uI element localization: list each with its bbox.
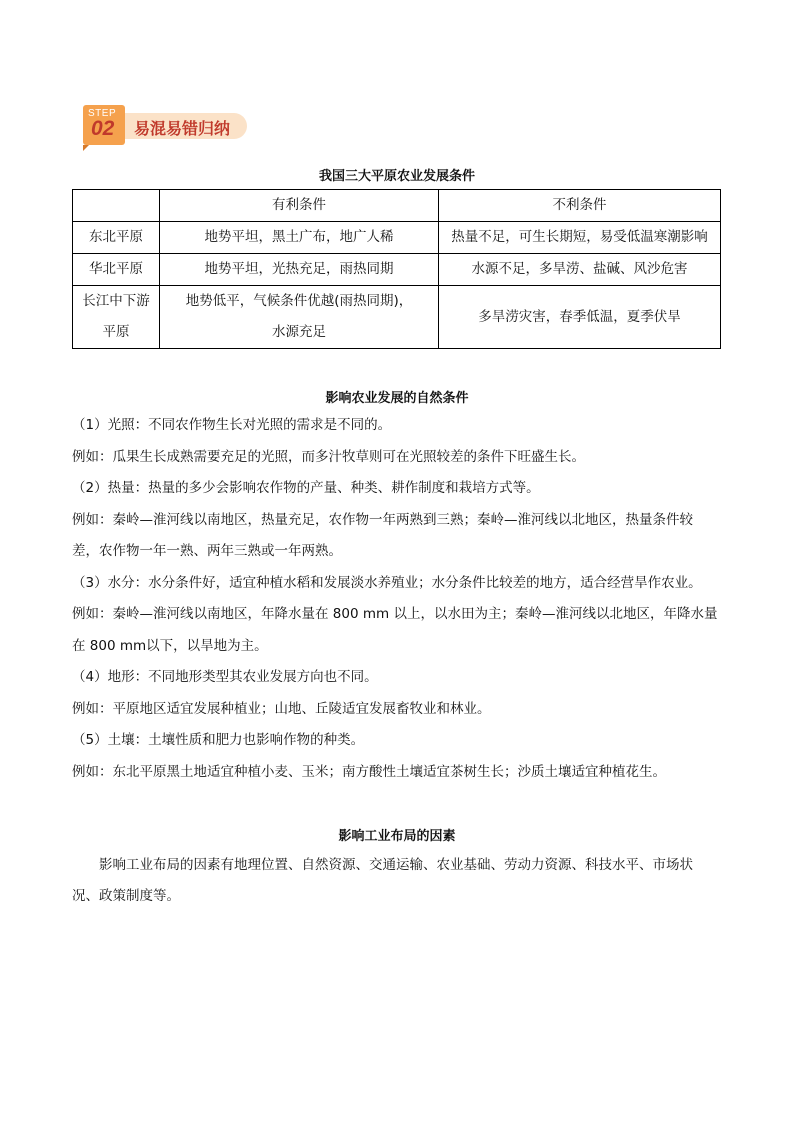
table-row — [73, 286, 721, 349]
paragraph-line: 例如：平原地区适宜发展种植业；山地、丘陵适宜发展畜牧业和林业。 — [72, 701, 491, 717]
paragraph-line: （2）热量：热量的多少会影响农作物的产量、种类、耕作制度和栽培方式等。 — [72, 480, 540, 496]
section-title: 影响农业发展的自然条件 — [325, 391, 469, 406]
table-cell-favorable-line: 地势低平，气候条件优越(雨热同期)， — [185, 293, 413, 309]
step-title: 易混易错归纳 — [134, 119, 231, 138]
table-cell-unfavorable: 水源不足，多旱涝、盐碱、风沙危害 — [439, 254, 721, 286]
table-header-favorable: 有利条件 — [160, 190, 439, 222]
paragraph-line: （4）地形：不同地形类型其农业发展方向也不同。 — [72, 669, 378, 685]
table-header-row — [73, 190, 721, 222]
paragraph-line: （3）水分：水分条件好，适宜种植水稻和发展淡水养殖业；水分条件比较差的地方，适合经营旱作农业。 — [72, 575, 702, 591]
paragraph-line: 例如：瓜果生长成熟需要充足的光照，而多汁牧草则可在光照较差的条件下旺盛生长。 — [72, 449, 585, 465]
paragraph-line: 影响工业布局的因素有地理位置、自然资源、交通运输、农业基础、劳动力资源、科技水平、市场状 — [99, 857, 693, 873]
step-badge — [79, 105, 249, 149]
table-cell-region — [73, 286, 160, 349]
step-word: STEP — [88, 108, 117, 119]
step-number: 02 — [91, 117, 115, 140]
table-cell-unfavorable: 热量不足，可生长期短，易受低温寒潮影响 — [439, 222, 721, 254]
table-cell-favorable: 地势平坦，黑土广布，地广人稀 — [160, 222, 439, 254]
paragraph-line: 例如：东北平原黑土地适宜种植小麦、玉米；南方酸性土壤适宜茶树生长；沙质土壤适宜种植花生。 — [72, 764, 666, 780]
table-header-unfavorable: 不利条件 — [439, 190, 721, 222]
paragraph-line: 例如：秦岭—淮河线以南地区，热量充足，农作物一年两熟到三熟；秦岭—淮河线以北地区，热量条件较 — [72, 512, 693, 528]
paragraph-line: （5）土壤：土壤性质和肥力也影响作物的种类。 — [72, 732, 365, 748]
table-cell-region: 华北平原 — [73, 254, 160, 286]
table-header-empty — [73, 190, 160, 222]
table-row — [73, 254, 721, 286]
table-cell-favorable: 地势平坦，光热充足，雨热同期 — [160, 254, 439, 286]
plains-conditions-table — [72, 189, 721, 349]
paragraph-line: 差，农作物一年一熟、两年三熟或一年两熟。 — [72, 543, 342, 559]
table-cell-unfavorable: 多旱涝灾害，春季低温，夏季伏旱 — [439, 286, 721, 349]
step-badge-fold — [83, 145, 89, 151]
table-row — [73, 222, 721, 254]
table-cell-favorable-line: 水源充足 — [272, 324, 326, 340]
paragraph-line: 在 800 mm以下，以旱地为主。 — [72, 638, 268, 654]
table-cell-region-line: 长江中下游 — [82, 293, 150, 309]
table-cell-region: 东北平原 — [73, 222, 160, 254]
table-cell-region-line: 平原 — [102, 324, 130, 340]
paragraph-line: 况、政策制度等。 — [72, 888, 180, 904]
section-title: 影响工业布局的因素 — [338, 829, 456, 844]
paragraph-line: （1）光照：不同农作物生长对光照的需求是不同的。 — [72, 417, 392, 433]
table-cell-favorable — [160, 286, 439, 349]
paragraph-line: 例如：秦岭—淮河线以南地区，年降水量在 800 mm 以上，以水田为主；秦岭—淮河线以北地区，年降水量 — [72, 606, 718, 622]
table-title: 我国三大平原农业发展条件 — [318, 169, 475, 184]
